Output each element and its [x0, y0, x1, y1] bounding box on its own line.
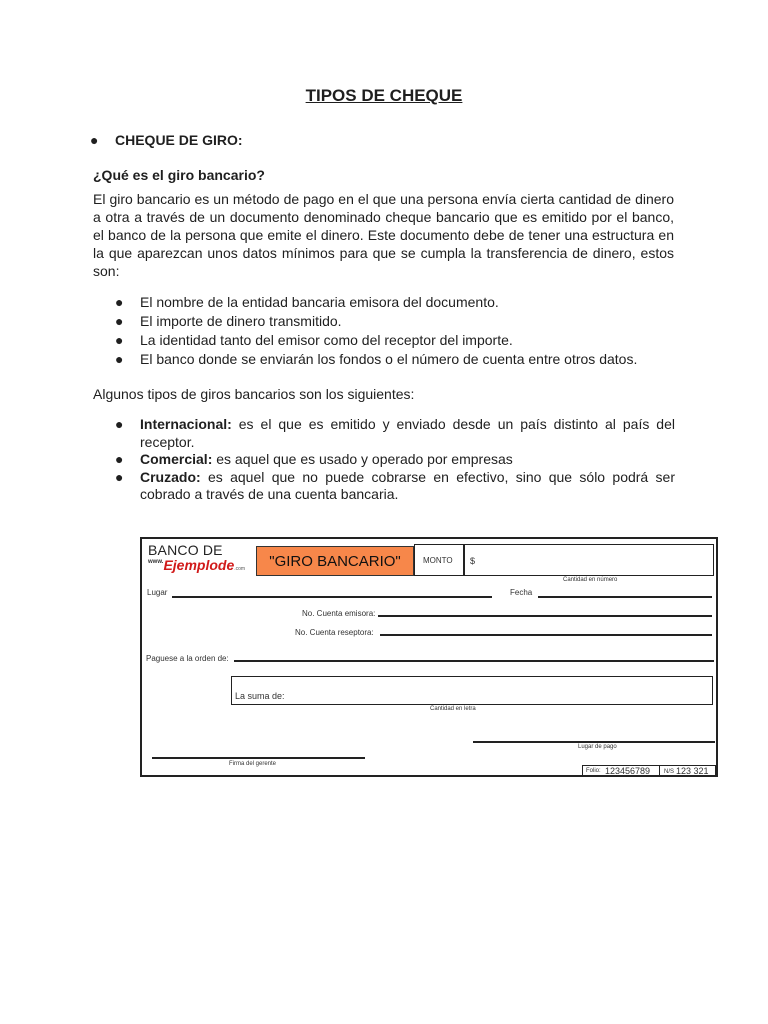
fecha-label: Fecha [510, 588, 533, 597]
currency-sign: $ [470, 556, 476, 566]
list-item [115, 468, 675, 504]
paguese-label: Paguese a la orden de: [146, 654, 229, 663]
monto-label: MONTO [423, 556, 453, 565]
types-list [115, 416, 675, 504]
ns-label: N/S [664, 769, 675, 775]
firma-line [152, 757, 365, 759]
logo-word: $^{www.}$Ejemplode.com [148, 557, 246, 573]
list-item [115, 451, 675, 469]
lugar-label: Lugar [147, 588, 168, 597]
cuenta-emisora-line [378, 615, 712, 617]
type-term: Cruzado: [140, 468, 201, 485]
divider [659, 766, 660, 777]
page-title: TIPOS DE CHEQUE [305, 86, 463, 105]
logo-top-text: BANCO DE [148, 542, 223, 558]
giro-bancario-header: "GIRO BANCARIO" [256, 546, 414, 576]
bullet-icon: ● [115, 332, 124, 348]
question-heading: ¿Qué es el giro bancario? [93, 167, 265, 183]
folio-label: Folio: [586, 768, 601, 774]
ns-value: 123 321 [676, 766, 709, 776]
cantidad-letra-caption: Cantidad en letra [430, 706, 476, 712]
type-term: Internacional: [140, 416, 232, 432]
cuenta-emisora-label: No. Cuenta emisora: [302, 609, 376, 618]
bullet-icon: ● [115, 416, 124, 432]
type-term: Comercial: [140, 451, 213, 467]
cuenta-receptora-label: No. Cuenta reseptora: [295, 628, 374, 637]
firma-caption: Firma del gerente [229, 761, 277, 767]
lugar-line [172, 596, 492, 598]
fecha-line [538, 596, 712, 598]
intro-paragraph: El giro bancario es un método de pago en el que una persona envía cierta cantidad de dinero a otra a través de un documento denominado cheque bancario que es emitido por el banco, el banco de la persona que emite el dinero. Este documento debe de tener una estructura en la que aparezcan unos datos mínimos para que se cumpla la transferencia de dinero, estos son: [93, 191, 674, 279]
bullet-icon: ● [115, 451, 124, 467]
cantidad-numero-caption: Cantidad en número [563, 577, 618, 583]
bullet-icon: ● [115, 351, 124, 367]
paguese-line [234, 660, 714, 662]
suma-box [231, 676, 713, 705]
requirements-list [115, 293, 675, 369]
list-item: ● El nombre de la entidad bancaria emisora del documento. [115, 294, 499, 310]
bullet-icon: ● [115, 313, 124, 329]
list-item [115, 416, 675, 451]
monto-box [414, 544, 714, 576]
divider [463, 545, 465, 575]
list-item: ● La identidad tanto del emisor como del receptor del importe. [115, 332, 513, 348]
cuenta-receptora-line [380, 634, 712, 636]
list-item: ● El banco donde se enviarán los fondos o el número de cuenta entre otros datos. [115, 351, 638, 367]
section-heading [90, 132, 243, 148]
folio-box [582, 765, 716, 777]
type-desc: es el que es emitido y enviado desde un país distinto al país del receptor. [140, 416, 675, 450]
lugar-pago-line [473, 741, 715, 743]
suma-label: La suma de: [235, 691, 285, 701]
type-desc: es aquel que no puede cobrarse en efectivo, sino que sólo podrá ser cobrado a través de una cuenta bancaria. [140, 468, 675, 502]
bullet-icon: ● [115, 294, 124, 310]
cheque-illustration [140, 537, 718, 777]
bullet-icon: ● [90, 132, 99, 148]
lugar-pago-caption: Lugar de pago [578, 744, 617, 750]
bullet-icon: ● [115, 468, 124, 485]
folio-value: 123456789 [605, 766, 651, 776]
list-item: ● El importe de dinero transmitido. [115, 313, 342, 329]
type-desc: es aquel que es usado y operado por empresas [212, 451, 513, 467]
types-intro: Algunos tipos de giros bancarios son los siguientes: [93, 386, 415, 402]
section-heading-text: CHEQUE DE GIRO: [115, 132, 243, 148]
bank-logo [148, 543, 253, 577]
